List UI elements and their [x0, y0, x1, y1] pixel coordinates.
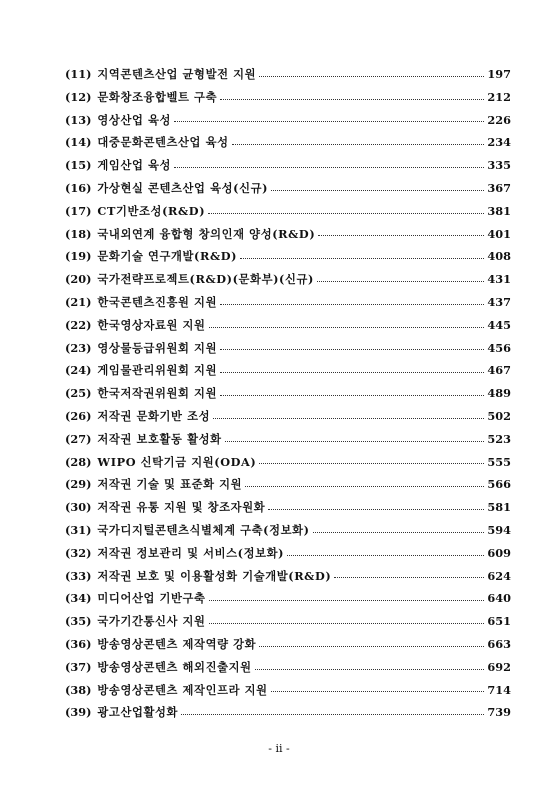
toc-entry-title: 저작권 보호활동 활성화: [97, 431, 222, 446]
toc-entry-title: 미디어산업 기반구축: [97, 591, 206, 606]
toc-entry: [65, 154, 511, 177]
toc-entry: [65, 337, 511, 360]
toc-entry-title: 문화창조융합벨트 구축: [97, 89, 218, 104]
toc-entry-page-number: 640: [487, 591, 511, 606]
toc-entry-number: (32): [65, 545, 92, 560]
toc-entry-page-number: 234: [487, 135, 511, 150]
toc-entry-page-number: 624: [487, 568, 511, 583]
toc-entry: [65, 131, 511, 154]
dot-leader: [232, 144, 485, 145]
toc-entry: [65, 314, 511, 337]
toc-entry: [65, 656, 511, 679]
toc-entry-number: (24): [65, 363, 92, 378]
toc-entry-title: 방송영상콘텐츠 해외진출지원: [97, 659, 252, 674]
toc-entry-number: (18): [65, 226, 92, 241]
toc-entry-number: (28): [65, 454, 92, 469]
toc-entry-number: (26): [65, 408, 92, 423]
toc-entry: [65, 109, 511, 132]
dot-leader: [174, 167, 484, 168]
dot-leader: [174, 121, 484, 122]
toc-entry: [65, 542, 511, 565]
toc-entry-page-number: 651: [487, 614, 511, 629]
toc-entry-page-number: 445: [487, 317, 511, 332]
toc-entry-number: (38): [65, 682, 92, 697]
toc-entry-title: 게임산업 육성: [97, 158, 172, 173]
dot-leader: [318, 235, 484, 236]
toc-entry-page-number: 739: [487, 705, 511, 720]
toc-entry-number: (29): [65, 477, 92, 492]
toc-entry-page-number: 467: [487, 363, 511, 378]
dot-leader: [271, 190, 484, 191]
dot-leader: [209, 600, 485, 601]
toc-entry-number: (14): [65, 135, 92, 150]
toc-entry-title: 문화기술 연구개발(R&D): [97, 249, 238, 264]
toc-entry: [65, 177, 511, 200]
toc-entry-number: (12): [65, 89, 92, 104]
toc-entry-page-number: 714: [487, 682, 511, 697]
toc-entry-title: 게임물관리위원회 지원: [97, 363, 218, 378]
toc-entry-page-number: 609: [487, 545, 511, 560]
toc-entry-page-number: 381: [487, 203, 511, 218]
dot-leader: [268, 509, 484, 510]
dot-leader: [245, 486, 484, 487]
toc-entry: [65, 382, 511, 405]
toc-entry: [65, 200, 511, 223]
dot-leader: [334, 577, 484, 578]
toc-entry-page-number: 594: [487, 522, 511, 537]
toc-entry-page-number: 197: [487, 67, 511, 81]
toc-entry-title: 저작권 보호 및 이용활성화 기술개발(R&D): [97, 568, 332, 583]
toc-entry-title: 방송영상콘텐츠 제작인프라 지원: [97, 682, 268, 697]
dot-leader: [259, 463, 484, 464]
toc-entry-title: 방송영상콘텐츠 제작역량 강화: [97, 636, 257, 651]
page-footer-number: - ii -: [268, 742, 290, 755]
dot-leader: [313, 532, 485, 533]
toc-entry-title: 국가기간통신사 지원: [97, 614, 206, 629]
toc-entry-title: 저작권 기술 및 표준화 지원: [97, 477, 243, 492]
toc-entry: [65, 428, 511, 451]
dot-leader: [220, 304, 484, 305]
toc-entry-title: 저작권 문화기반 조성: [97, 408, 211, 423]
dot-leader: [287, 555, 484, 556]
dot-leader: [209, 327, 485, 328]
toc-entry: [65, 223, 511, 246]
toc-entry-number: (22): [65, 317, 92, 332]
toc-entry-title: 국가디지털콘텐츠식별체계 구축(정보화): [97, 522, 310, 537]
toc-entry-page-number: 437: [487, 294, 511, 309]
toc-entry-number: (35): [65, 614, 92, 629]
toc-entry-title: 영상물등급위원회 지원: [97, 340, 218, 355]
toc-entry-number: (21): [65, 294, 92, 309]
toc-entry-page-number: 663: [487, 636, 511, 651]
dot-leader: [220, 99, 484, 100]
toc-entry: [65, 633, 511, 656]
toc-entry-page-number: 335: [487, 158, 511, 173]
dot-leader: [259, 76, 484, 77]
toc-entry: [65, 359, 511, 382]
dot-leader: [181, 714, 484, 715]
toc-entry-page-number: 523: [487, 431, 511, 446]
toc-entry-title: 국가전략프로젝트(R&D)(문화부)(신규): [97, 272, 314, 287]
toc-entry: [65, 245, 511, 268]
toc-entry-title: 한국콘텐츠진흥원 지원: [97, 294, 218, 309]
toc-entry-page-number: 566: [487, 477, 511, 492]
toc-entry: [65, 451, 511, 474]
toc-entry-number: (34): [65, 591, 92, 606]
toc-entry: [65, 610, 511, 633]
toc-entry-number: (17): [65, 203, 92, 218]
toc-entry-title: 대중문화콘텐츠산업 육성: [97, 135, 229, 150]
toc-entry-number: (20): [65, 272, 92, 287]
toc-entry: [65, 405, 511, 428]
toc-entry-title: 한국영상자료원 지원: [97, 317, 206, 332]
toc-entry-page-number: 367: [487, 180, 511, 195]
toc-entry-page-number: 555: [487, 454, 511, 469]
toc-entry: [65, 291, 511, 314]
toc-entry: [65, 63, 511, 86]
dot-leader: [213, 418, 484, 419]
toc-entry-page-number: 431: [487, 272, 511, 287]
toc-entry-number: (16): [65, 180, 92, 195]
toc-entry: [65, 86, 511, 109]
toc-entry-number: (15): [65, 158, 92, 173]
toc-entry-number: (11): [65, 67, 92, 81]
toc-entry-title: 광고산업활성화: [97, 705, 179, 720]
toc-entry-number: (19): [65, 249, 92, 264]
toc-entry-number: (39): [65, 705, 92, 720]
toc-entry-title: 지역콘텐츠산업 균형발전 지원: [97, 67, 257, 81]
dot-leader: [271, 691, 485, 692]
toc-entry: [65, 701, 511, 724]
toc-entry-page-number: 226: [487, 112, 511, 127]
toc-entry-title: 국내외연계 융합형 창의인재 양성(R&D): [97, 226, 316, 241]
dot-leader: [220, 372, 484, 373]
toc-entry: [65, 587, 511, 610]
toc-entry-title: CT기반조성(R&D): [97, 203, 206, 218]
toc-entry-number: (25): [65, 386, 92, 401]
dot-leader: [225, 441, 485, 442]
toc-entry-number: (23): [65, 340, 92, 355]
toc-entry: [65, 496, 511, 519]
toc-entry-title: 저작권 유통 지원 및 창조자원화: [97, 500, 266, 515]
toc-entry-title: 가상현실 콘텐츠산업 육성(신규): [97, 180, 269, 195]
dot-leader: [255, 669, 485, 670]
dot-leader: [317, 281, 484, 282]
dot-leader: [209, 623, 485, 624]
toc-entry: [65, 565, 511, 588]
toc-entry-number: (30): [65, 500, 92, 515]
toc-entry-title: 영상산업 육성: [97, 112, 172, 127]
toc-entry-number: (33): [65, 568, 92, 583]
toc-entry-title: 한국저작권위원회 지원: [97, 386, 218, 401]
toc-entry: [65, 519, 511, 542]
toc-entry-page-number: 502: [487, 408, 511, 423]
toc-entry-number: (31): [65, 522, 92, 537]
toc-entry: [65, 268, 511, 291]
toc-entry-page-number: 408: [487, 249, 511, 264]
toc-entry-page-number: 456: [487, 340, 511, 355]
toc-entry-title: WIPO 신탁기금 지원(ODA): [97, 454, 257, 469]
toc-entry-number: (36): [65, 636, 92, 651]
toc-entry-page-number: 212: [487, 89, 511, 104]
dot-leader: [240, 258, 484, 259]
toc-entry-title: 저작권 정보관리 및 서비스(정보화): [97, 545, 285, 560]
toc-entry-page-number: 401: [487, 226, 511, 241]
dot-leader: [259, 646, 484, 647]
toc-entry-number: (27): [65, 431, 92, 446]
dot-leader: [208, 213, 484, 214]
toc-entry-page-number: 581: [487, 500, 511, 515]
dot-leader: [220, 395, 484, 396]
toc-entry-number: (13): [65, 112, 92, 127]
table-of-contents: [65, 63, 511, 724]
toc-entry-number: (37): [65, 659, 92, 674]
toc-entry-page-number: 489: [487, 386, 511, 401]
toc-entry: [65, 679, 511, 702]
toc-entry: [65, 473, 511, 496]
dot-leader: [220, 349, 484, 350]
toc-entry-page-number: 692: [487, 659, 511, 674]
